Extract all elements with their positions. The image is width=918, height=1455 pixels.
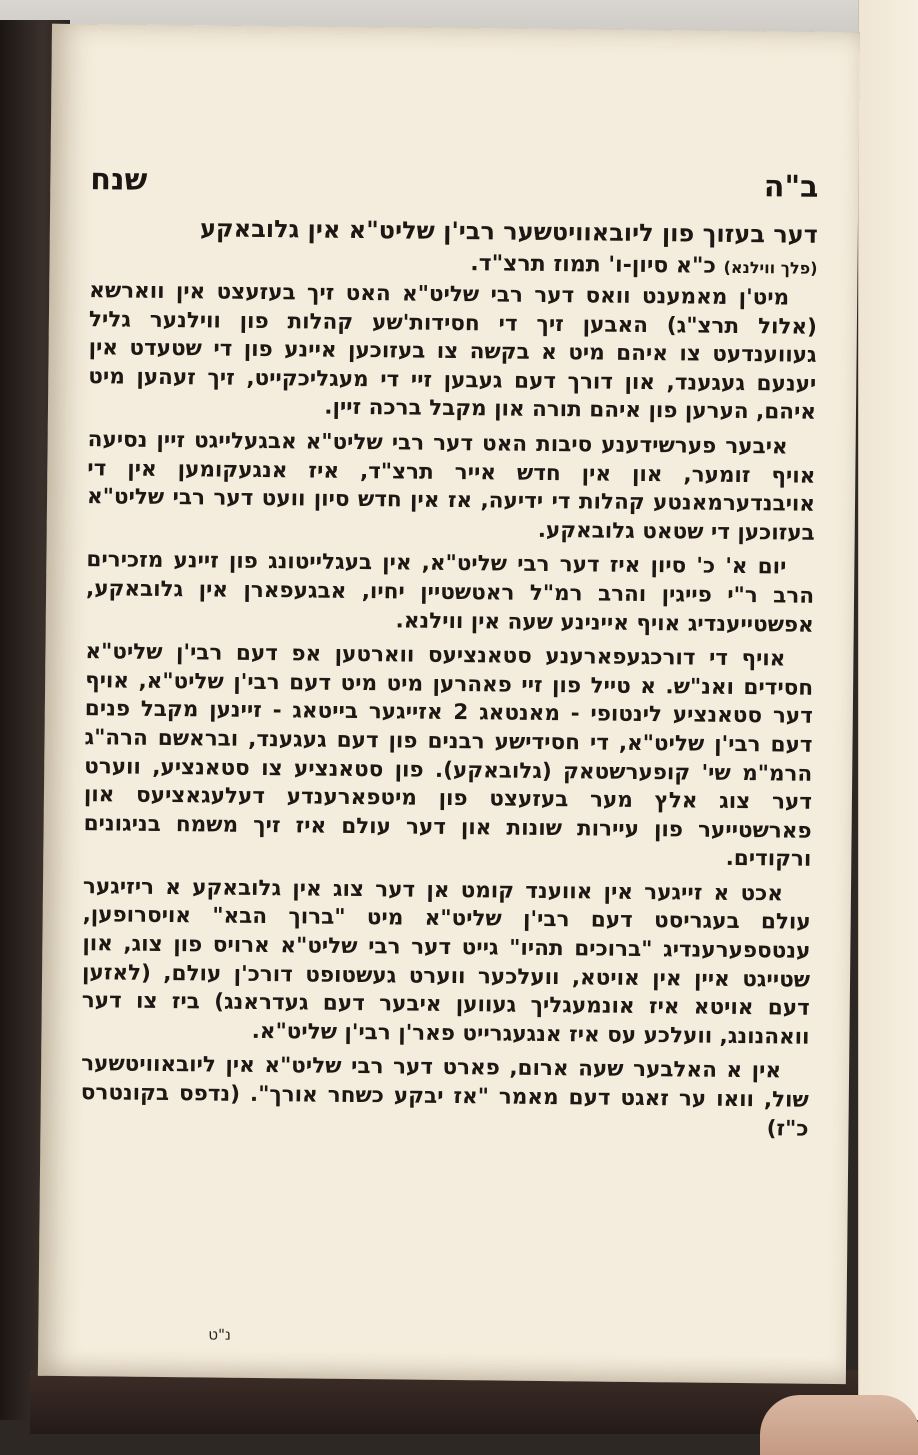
facing-page-edge [858, 0, 918, 1420]
page-marker: ב"ה [763, 169, 819, 205]
thumb [760, 1395, 918, 1455]
page-signature: נ"ט [208, 1325, 232, 1344]
paragraph-6: אין א האלבער שעה ארום, פארט דער רבי שליט"א אין ליובאוויטשער שול, וואו ער זאגט דעם מאמר "אז יבקע כשחר אורך". (נדפס בקונטרס כ"ז) [80, 1051, 809, 1142]
subtitle-dates: כ"א סיון-ו' תמוז תרצ"ד. [470, 251, 717, 279]
article-title: דער בעזוך פון ליובאוויטשער רבי'ן שליט"א אין גלובאקע [199, 214, 819, 249]
subtitle-region: (פלך ווילנא) [723, 257, 818, 278]
page-body [80, 210, 818, 1150]
paragraph-4: אויף די דורכגעפארענע סטאנציעס ווארטען אפ דעם רבי'ן שליט"א חסידים ואנ"ש. א טייל פון זיי פאהרען מיט מיט דעם רבי'ן שליט"א, אויף דער סטאנציע לינטופי - מאנטאג 2 אזייגער בייטאג - זיינען מקבל פנים דעם רבי'ן שליט"א, די חסידישע רבנים פון דעם געגענד, ובראשם הרה"ג הרמ"מ שי' קופערשטאק (גלובאקע). פון סטאנציע צו סטאנציע, ווערט דער צוג אלץ מער בעזעצט פון מיטפארענדע דעלעגאציעס און פארשטייער פון עיירות שונות און דער עולם איז זיך משמח בניגונים ורקודים. [83, 639, 814, 873]
paragraph-1: מיט'ן מאמענט וואס דער רבי שליט"א האט זיך בעזעצט אין ווארשא (אלול תרצ"ג) האבען זיך די חסידות'שע קהלות פון ווילנער גליל געווענדעט צו איהם מיט א בקשה צו בעזוכען איינע פון די שטעדט אין יענעם געגענד, און דורך דעם געבען זיי די מעגליכקייט, זיך זעהען מיט איהם, הערען פון איהם תורה און מקבל ברכה זיין. [88, 278, 818, 426]
page-header [90, 162, 818, 210]
book-page [38, 24, 860, 1384]
running-head: שנח [90, 162, 148, 198]
paragraph-3: יום א' כ' סיון איז דער רבי שליט"א, אין בעגלייטונג פון זיינע מזכירים הרב ר"י פייגין והרב רמ"ל ראטשטיין יחיו, אבגעפארן אין גלובאקע, אפשטייענדיג אויף איינינע שעה אין ווילנא. [85, 547, 815, 638]
paragraph-2: איבער פערשידענע סיבות האט דער רבי שליט"א אבגעלייגט זיין נסיעה אויף זומער, און אין חדש אייר תרצ"ד, איז אנגעקומען אין די אויבנדערמאנטע קהלות די ידיעה, אז אין חדש סיון וועט דער רבי שליט"א בעזוכען די שטאט גלובאקע. [86, 427, 816, 546]
paragraph-5: אכט א זייגער אין אווענד קומט אן דער צוג אין גלובאקע א ריזיגער עולם בעגריסט דעם רבי'ן שליט"א מיט "ברוך הבא" אויסרופען, ענטספערענדיג "ברוכים תהיו" גייט דער רבי שליט"א ארויס פון צוג, און שטייגט איין אין אויטא, וועלכער ווערט געשטופט דורכ'ן עולם, (לאזען דעם אויטא איז אונמעגליך געווען איבער דעם געדראנג) ביז צו דער וואהנונג, וועלכע עס איז אנגעגרייט פאר'ן רבי'ן שליט"א. [81, 874, 811, 1050]
